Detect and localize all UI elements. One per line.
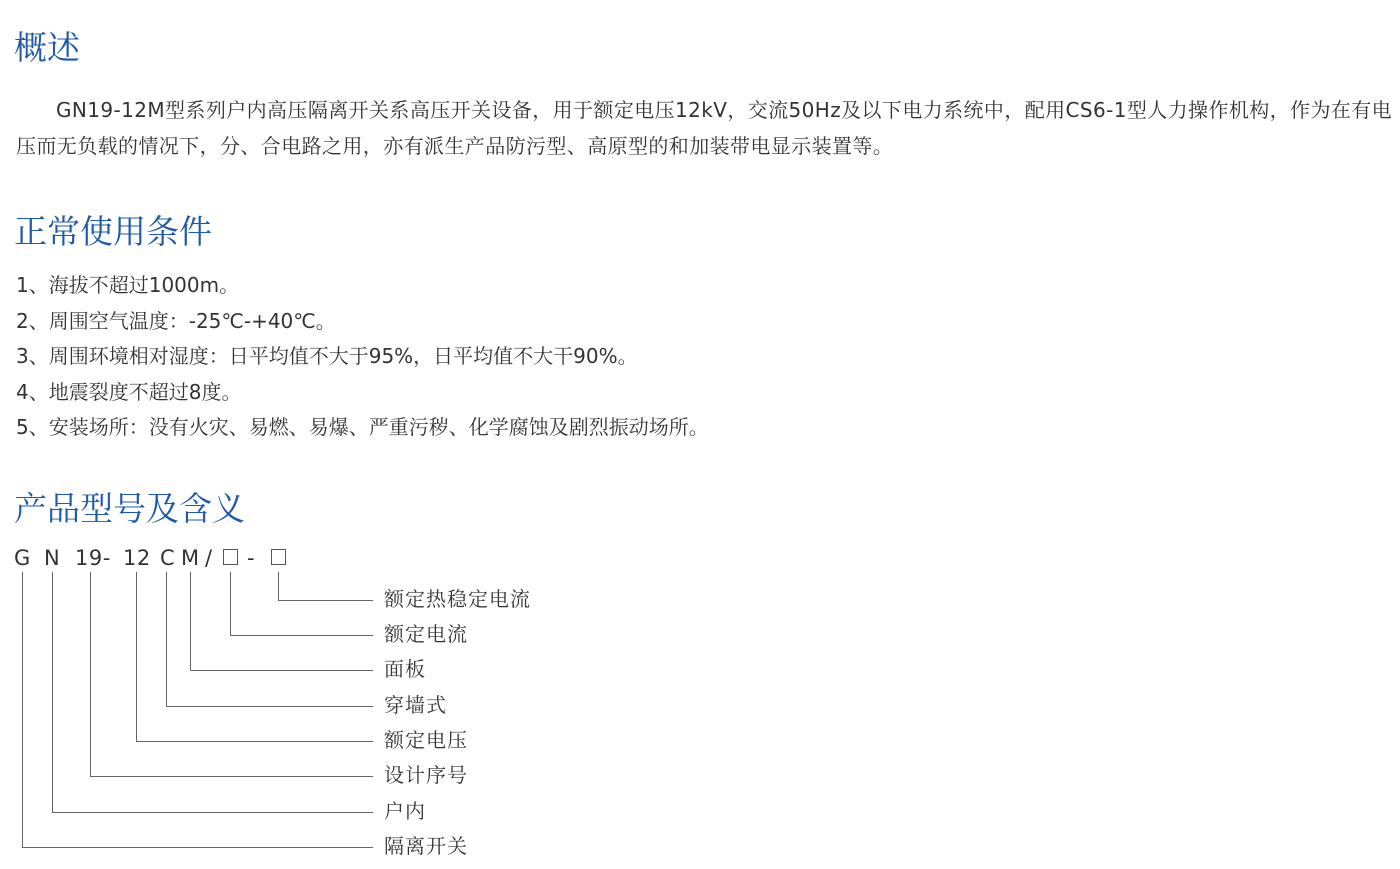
code-part-n: N — [44, 546, 61, 570]
overview-paragraph: GN19-12M型系列户内高压隔离开关系高压开关设备，用于额定电压12kV，交流50Hz及以下电力系统中，配用CS6-1型人力操作机构，作为在有电压而无负载的情况下，分、合电路之用，亦有派生产品防污型、高原型的和加装带电显示装置等。 — [16, 98, 1393, 158]
leader-line — [52, 812, 373, 813]
code-placeholder-box — [271, 549, 286, 565]
code-part-19: 19- — [75, 546, 111, 570]
condition-item: 2、周围空气温度：-25℃-+40℃。 — [16, 308, 336, 333]
meaning-label: 隔离开关 — [384, 834, 468, 858]
condition-item: 1、海拔不超过1000m。 — [16, 273, 240, 297]
meaning-label: 设计序号 — [384, 763, 468, 787]
leader-line — [52, 572, 53, 812]
leader-line — [166, 706, 373, 707]
condition-item: 4、地震裂度不超过8度。 — [16, 379, 242, 404]
model-heading: 产品型号及含义 — [14, 489, 245, 528]
leader-line — [230, 572, 231, 635]
leader-line — [22, 572, 23, 847]
code-part-12: 12 — [123, 546, 151, 570]
overview-heading: 概述 — [14, 28, 80, 67]
leader-line — [278, 600, 373, 601]
leader-line — [90, 776, 373, 777]
meaning-label: 额定热稳定电流 — [384, 587, 531, 611]
conditions-heading: 正常使用条件 — [14, 212, 212, 251]
condition-item: 3、周围环境相对湿度：日平均值不大于95%，日平均值不大干90%。 — [16, 344, 638, 368]
condition-item: 5、安装场所：没有火灾、易燃、易爆、严重污秽、化学腐蚀及剧烈振动场所。 — [16, 415, 709, 439]
code-part-dash: - — [247, 546, 256, 570]
leader-line — [90, 572, 91, 776]
leader-line — [278, 572, 279, 600]
code-part-slash: / — [205, 546, 213, 570]
code-part-c: C — [160, 546, 176, 570]
meaning-label: 面板 — [384, 657, 426, 681]
code-part-g: G — [14, 546, 31, 570]
meaning-label: 穿墙式 — [384, 693, 447, 717]
meaning-label: 额定电压 — [384, 728, 468, 752]
leader-line — [136, 741, 373, 742]
leader-line — [190, 572, 191, 670]
leader-line — [190, 670, 373, 671]
code-placeholder-box — [223, 549, 238, 565]
leader-line — [22, 847, 373, 848]
code-part-m: M — [181, 546, 200, 570]
leader-line — [136, 572, 137, 741]
meaning-label: 户内 — [384, 799, 426, 823]
meaning-label: 额定电流 — [384, 622, 468, 646]
leader-line — [166, 572, 167, 706]
leader-line — [230, 635, 373, 636]
conditions-list — [16, 268, 709, 446]
